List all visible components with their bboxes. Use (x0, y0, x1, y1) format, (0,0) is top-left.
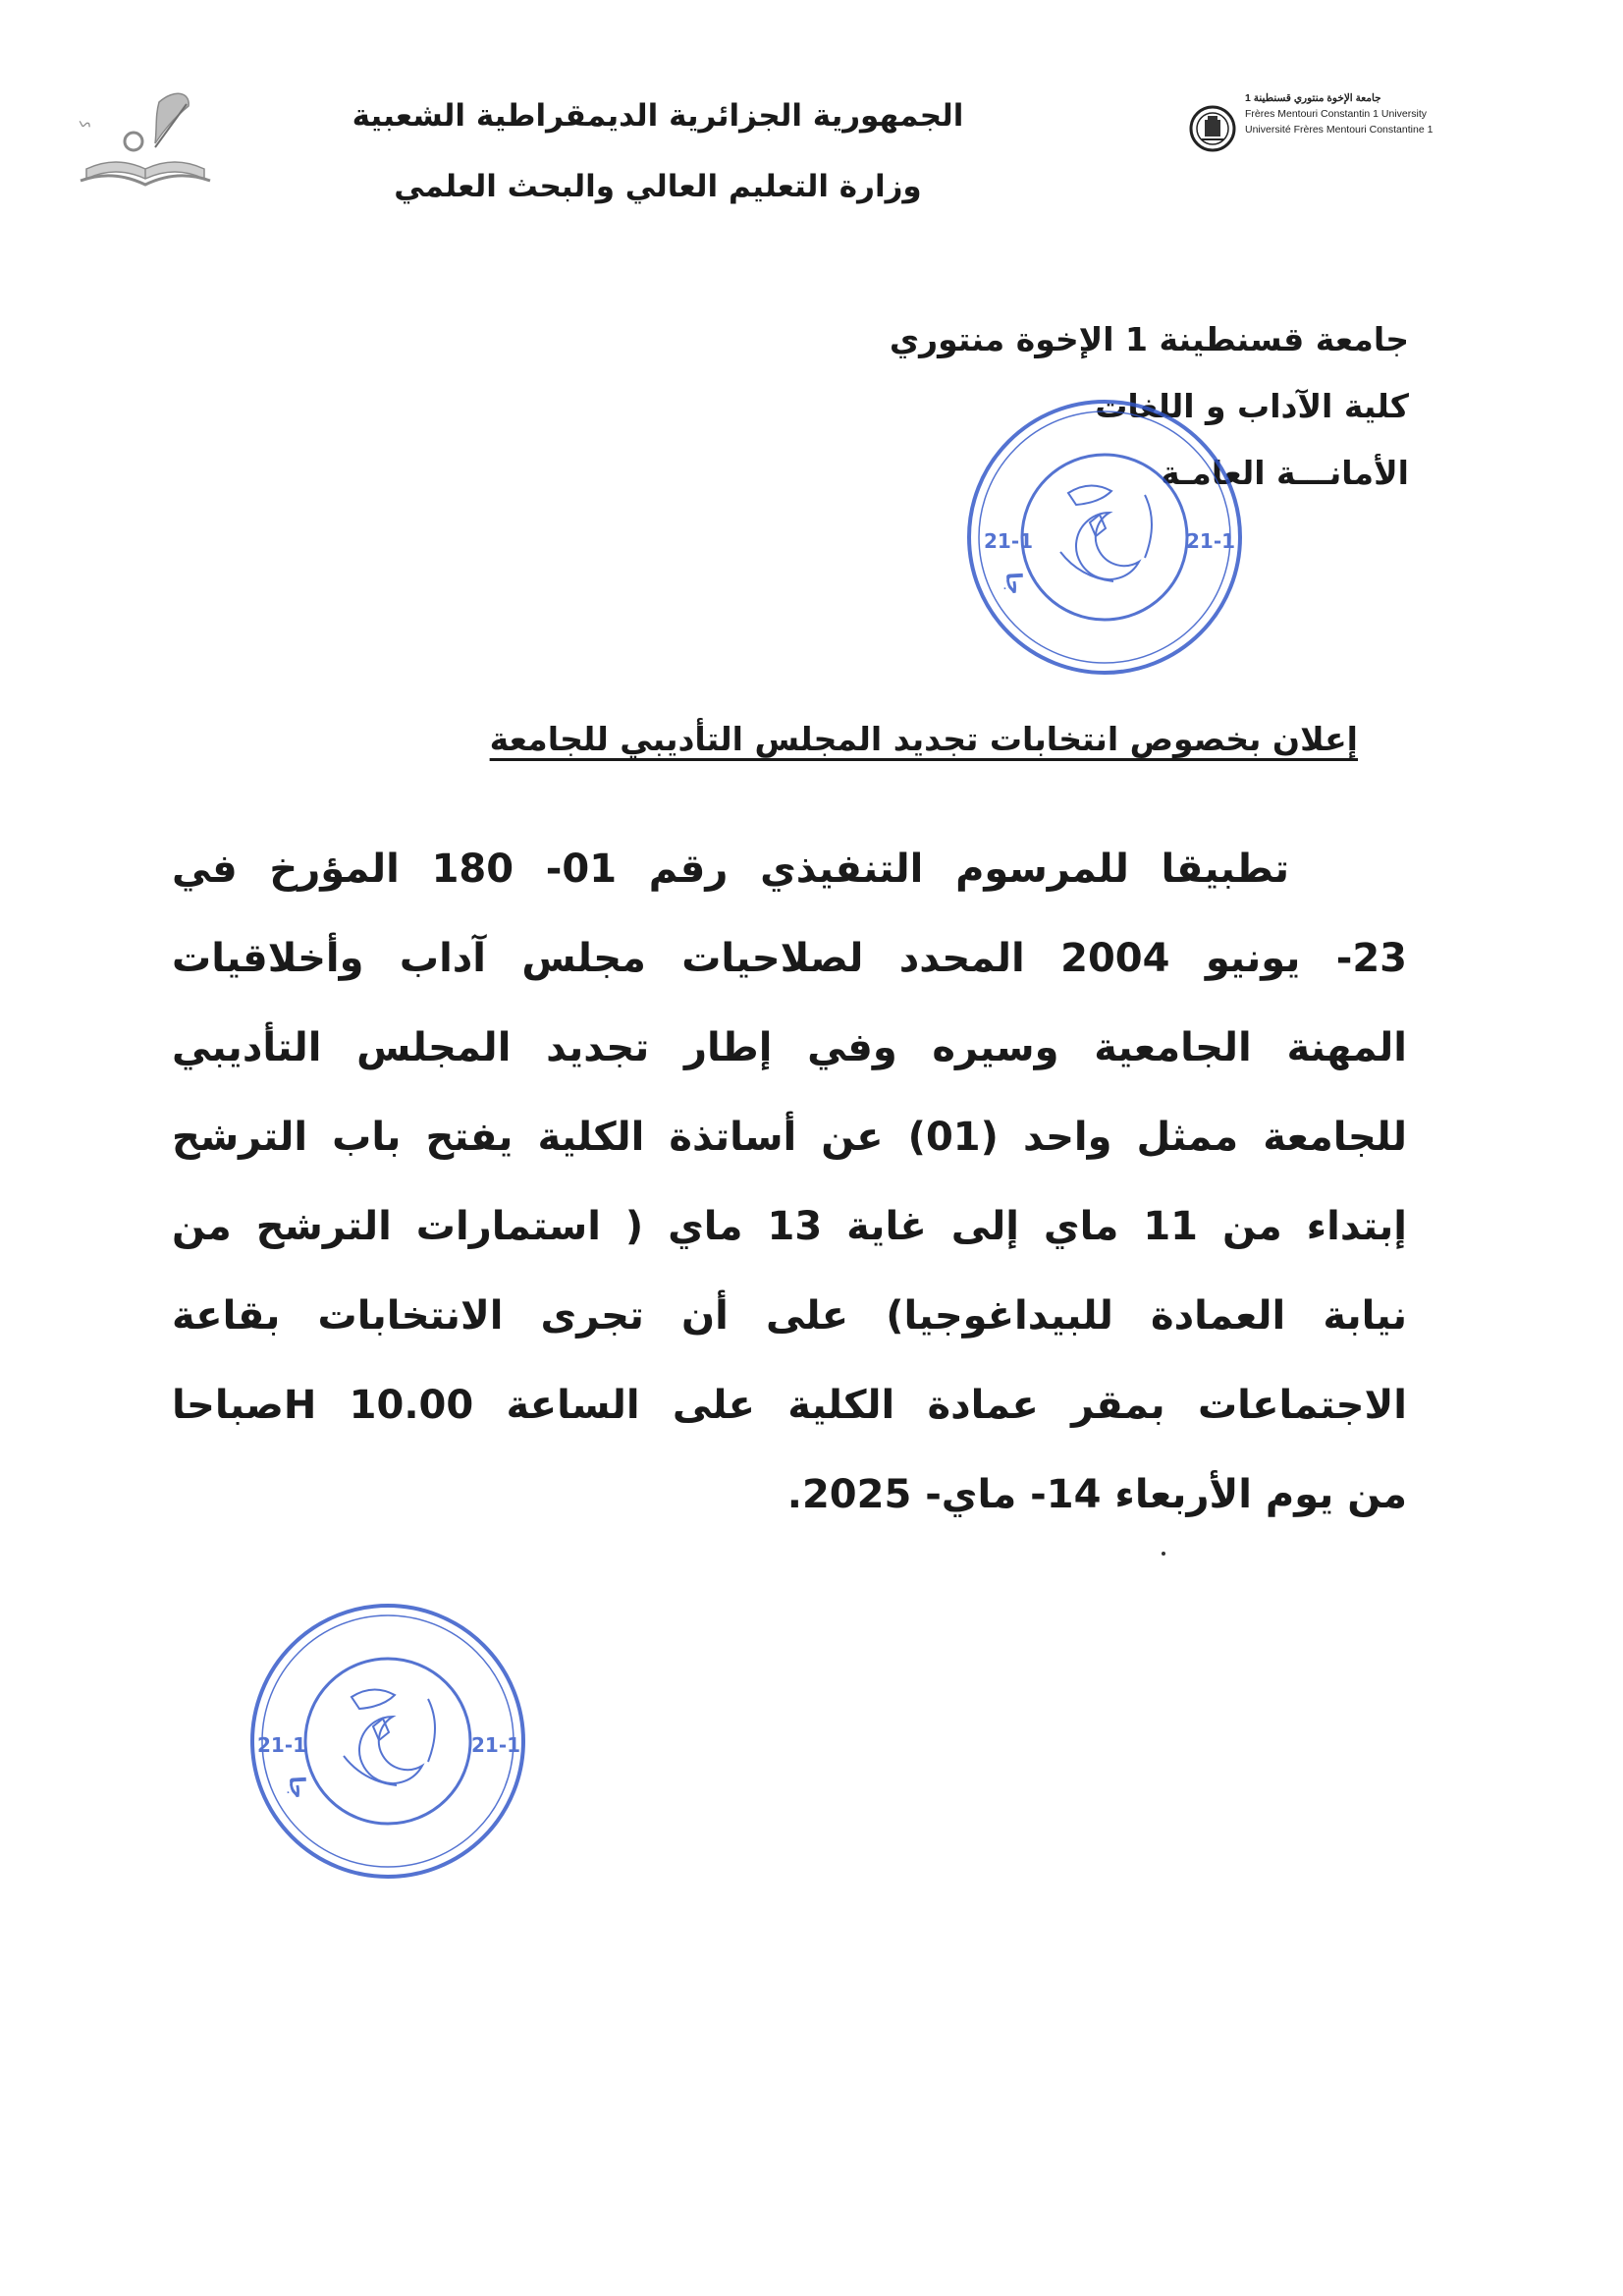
stamp-code-left: 21-1 (257, 1733, 307, 1757)
body-line: من يوم الأربعاء 14- ماي- 2025. (786, 1472, 1407, 1517)
stamp-code-right: 21-1 (471, 1733, 521, 1757)
university-logo-line-en: Frères Mentouri Constantin 1 University (1245, 108, 1427, 120)
university-logo (1188, 86, 1237, 171)
university-logo-text (1245, 90, 1441, 137)
ministry-title: وزارة التعليم العالي والبحث العلمي (394, 169, 922, 204)
svg-text:كلية الآداب واللغات (69, 59, 94, 129)
stamp-code-right: 21-1 (1186, 529, 1236, 553)
body-line: المهنة الجامعية وسيره وفي إطار تجديد المجلس التأديبي (172, 1025, 1407, 1070)
body-line: 23- يونيو 2004 المحدد لصلاحيات مجلس آداب وأخلاقيات (172, 936, 1407, 981)
department-name: الأمانـــة العامـة (1161, 454, 1409, 492)
faculty-logo (69, 59, 226, 191)
body-line: الاجتماعات بمقر عمادة الكلية على الساعة 10.00 Hصباحا (172, 1383, 1407, 1428)
announcement-title: إعلان بخصوص انتخابات تجديد المجلس التأديبي للجامعة (489, 720, 1358, 758)
svg-text:جامعة الإخوة منتوري (952, 385, 1028, 597)
university-logo-line-ar: جامعة الإخوة منتوري قسنطينة 1 (1245, 92, 1381, 104)
body-line: نيابة العمادة للبيداغوجيا) على أن تجرى الانتخابات بقاعة (172, 1293, 1407, 1339)
stamp-code-left: 21-1 (984, 529, 1034, 553)
official-stamp-top (952, 385, 1257, 689)
official-stamp-bottom (236, 1589, 540, 1893)
university-logo-line-fr: Université Frères Mentouri Constantine 1 (1245, 124, 1434, 136)
body-line: للجامعة ممثل واحد (01) عن أساتذة الكلية يفتح باب الترشح (172, 1115, 1407, 1160)
svg-text:جامعة الإخوة منتوري (236, 1589, 311, 1801)
stamp-outer-text: جا (1000, 571, 1028, 597)
republic-title: الجمهورية الجزائرية الديمقراطية الشعبية (352, 98, 964, 134)
faculty-name: كلية الآداب و اللغات (1095, 387, 1409, 425)
announcement-body (172, 830, 1407, 1545)
stamp-outer-text: جا (283, 1775, 311, 1801)
body-line: تطبيقا للمرسوم التنفيذي رقم 01- 180 المؤرخ في (172, 847, 1290, 892)
body-line: إبتداء من 11 ماي إلى غاية 13 ماي ( استمارات الترشح من (172, 1204, 1407, 1249)
ink-dot (1162, 1552, 1165, 1556)
faculty-logo-text: ك (78, 120, 94, 129)
university-name: جامعة قسنطينة 1 الإخوة منتوري (889, 320, 1409, 358)
